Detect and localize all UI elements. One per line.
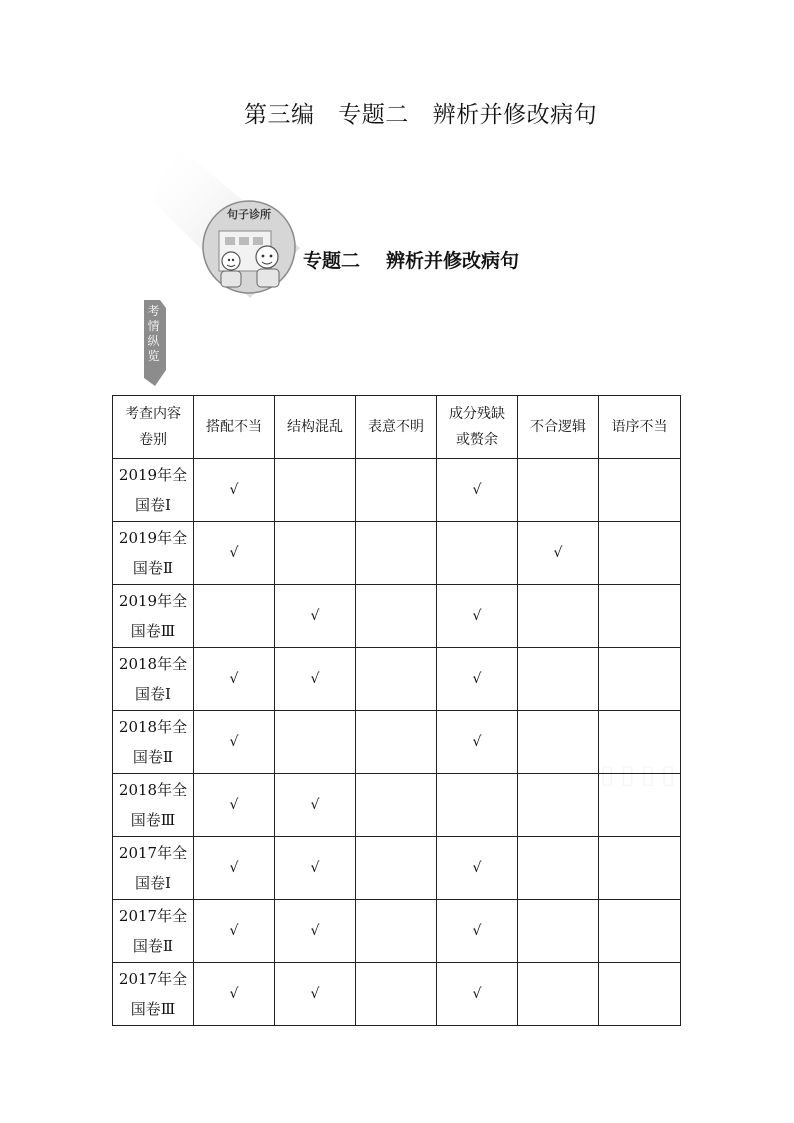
table-cell bbox=[437, 711, 518, 774]
row-header-line: 国卷Ⅰ bbox=[135, 874, 171, 892]
row-header-cell bbox=[113, 963, 194, 1026]
table-cell bbox=[356, 585, 437, 648]
table-row bbox=[113, 585, 681, 648]
table-cell bbox=[437, 774, 518, 837]
column-header bbox=[437, 396, 518, 459]
column-header-line: 表意不明 bbox=[368, 419, 424, 435]
check-mark: √ bbox=[229, 545, 239, 561]
exam-coverage-table bbox=[112, 395, 681, 1026]
table-cell bbox=[518, 900, 599, 963]
row-header-cell bbox=[113, 522, 194, 585]
row-header-line: 2017年全 bbox=[118, 907, 188, 925]
table-row bbox=[113, 774, 681, 837]
table-cell bbox=[356, 648, 437, 711]
row-header-line: 2018年全 bbox=[118, 655, 188, 673]
table-cell bbox=[356, 837, 437, 900]
table-header-row bbox=[113, 396, 681, 459]
column-header bbox=[599, 396, 681, 459]
row-header-line: 2018年全 bbox=[118, 718, 188, 736]
table-cell bbox=[599, 963, 681, 1026]
row-header-line: 2019年全 bbox=[118, 529, 188, 547]
table-cell bbox=[356, 774, 437, 837]
row-header-cell bbox=[113, 774, 194, 837]
table-cell bbox=[275, 837, 356, 900]
table-cell bbox=[599, 522, 681, 585]
table-cell bbox=[275, 522, 356, 585]
check-mark: √ bbox=[229, 797, 239, 813]
table-cell bbox=[275, 459, 356, 522]
table-row bbox=[113, 711, 681, 774]
row-header-line: 2018年全 bbox=[118, 781, 188, 799]
column-header-line: 语序不当 bbox=[611, 419, 668, 435]
section-topic: 专题二 bbox=[303, 250, 361, 272]
row-header-line: 国卷Ⅱ bbox=[132, 937, 174, 955]
table-cell bbox=[194, 963, 275, 1026]
check-mark: √ bbox=[229, 860, 239, 876]
row-header-cell bbox=[113, 837, 194, 900]
check-mark: √ bbox=[229, 923, 239, 939]
table-cell bbox=[599, 837, 681, 900]
table-cell bbox=[599, 900, 681, 963]
check-mark: √ bbox=[310, 923, 320, 939]
check-mark: √ bbox=[472, 923, 482, 939]
table-corner-cell bbox=[113, 396, 194, 459]
table-cell bbox=[599, 648, 681, 711]
table-cell bbox=[437, 648, 518, 711]
table-cell bbox=[437, 522, 518, 585]
table-cell bbox=[356, 522, 437, 585]
row-header-line: 国卷Ⅰ bbox=[135, 496, 171, 514]
table-cell bbox=[194, 837, 275, 900]
check-mark: √ bbox=[229, 671, 239, 687]
check-mark: √ bbox=[229, 482, 239, 498]
section-title: 辨析并修改病句 bbox=[386, 250, 520, 272]
corner-bottom-label: 卷别 bbox=[139, 432, 167, 448]
table-cell bbox=[518, 459, 599, 522]
page-title bbox=[0, 96, 794, 129]
check-mark: √ bbox=[310, 860, 320, 876]
column-header bbox=[275, 396, 356, 459]
table-cell bbox=[518, 963, 599, 1026]
table-row bbox=[113, 837, 681, 900]
table-cell bbox=[599, 585, 681, 648]
column-header bbox=[518, 396, 599, 459]
column-header-line: 结构混乱 bbox=[287, 419, 343, 435]
table-cell bbox=[518, 648, 599, 711]
table-cell bbox=[437, 585, 518, 648]
topic-label: 专题二 bbox=[338, 102, 409, 128]
table-cell bbox=[194, 774, 275, 837]
table-cell bbox=[194, 585, 275, 648]
check-mark: √ bbox=[472, 608, 482, 624]
table-cell bbox=[356, 459, 437, 522]
table-cell bbox=[518, 522, 599, 585]
table-row bbox=[113, 900, 681, 963]
row-header-line: 2017年全 bbox=[118, 844, 188, 862]
row-header-cell bbox=[113, 711, 194, 774]
table-cell bbox=[194, 711, 275, 774]
row-header-cell bbox=[113, 900, 194, 963]
row-header-line: 2017年全 bbox=[118, 970, 188, 988]
table-cell bbox=[518, 774, 599, 837]
title-label: 辨析并修改病句 bbox=[432, 102, 598, 128]
column-header bbox=[356, 396, 437, 459]
corner-top-label: 考查内容 bbox=[125, 406, 181, 422]
table-cell bbox=[194, 459, 275, 522]
column-header bbox=[194, 396, 275, 459]
row-header-cell bbox=[113, 648, 194, 711]
table-cell bbox=[275, 774, 356, 837]
row-header-line: 国卷Ⅱ bbox=[132, 748, 174, 766]
table-cell bbox=[275, 963, 356, 1026]
row-header-cell bbox=[113, 459, 194, 522]
table-cell bbox=[518, 837, 599, 900]
table-row bbox=[113, 963, 681, 1026]
table-cell bbox=[356, 900, 437, 963]
table-cell bbox=[275, 648, 356, 711]
column-header-line: 或赘余 bbox=[456, 432, 498, 448]
table-cell bbox=[275, 711, 356, 774]
column-header-line: 搭配不当 bbox=[206, 419, 262, 435]
column-header-line: 不合逻辑 bbox=[530, 419, 586, 435]
table-cell bbox=[356, 711, 437, 774]
badge-label: 句子诊所 bbox=[227, 208, 271, 221]
table-cell bbox=[275, 900, 356, 963]
table-row bbox=[113, 459, 681, 522]
check-mark: √ bbox=[472, 671, 482, 687]
table-cell bbox=[275, 585, 356, 648]
row-header-line: 2019年全 bbox=[118, 592, 188, 610]
row-header-cell bbox=[113, 585, 194, 648]
row-header-line: 国卷Ⅰ bbox=[135, 685, 171, 703]
table-row bbox=[113, 522, 681, 585]
check-mark: √ bbox=[553, 545, 563, 561]
row-header-line: 国卷Ⅲ bbox=[130, 811, 176, 829]
table-cell bbox=[437, 963, 518, 1026]
check-mark: √ bbox=[472, 482, 482, 498]
check-mark: √ bbox=[229, 734, 239, 750]
part-label: 第三编 bbox=[243, 102, 315, 128]
table-cell bbox=[518, 711, 599, 774]
check-mark: √ bbox=[472, 734, 482, 750]
check-mark: √ bbox=[229, 986, 239, 1002]
table-cell bbox=[194, 900, 275, 963]
table-cell bbox=[356, 963, 437, 1026]
check-mark: √ bbox=[310, 608, 320, 624]
table-cell bbox=[437, 459, 518, 522]
check-mark: √ bbox=[472, 860, 482, 876]
table-cell bbox=[194, 648, 275, 711]
side-tab-label: 考情纵览 bbox=[147, 304, 160, 363]
row-header-line: 国卷Ⅱ bbox=[132, 559, 174, 577]
check-mark: √ bbox=[310, 671, 320, 687]
table-row bbox=[113, 648, 681, 711]
table-cell bbox=[599, 459, 681, 522]
section-heading bbox=[303, 246, 545, 273]
table-cell bbox=[518, 585, 599, 648]
check-mark: √ bbox=[310, 797, 320, 813]
row-header-line: 国卷Ⅲ bbox=[130, 1000, 176, 1018]
row-header-line: 国卷Ⅲ bbox=[130, 622, 176, 640]
check-mark: √ bbox=[310, 986, 320, 1002]
row-header-line: 2019年全 bbox=[118, 466, 188, 484]
table-cell bbox=[194, 522, 275, 585]
table-cell bbox=[437, 837, 518, 900]
check-mark: √ bbox=[472, 986, 482, 1002]
table-cell bbox=[437, 900, 518, 963]
watermark bbox=[600, 760, 681, 790]
column-header-line: 成分残缺 bbox=[449, 406, 505, 422]
